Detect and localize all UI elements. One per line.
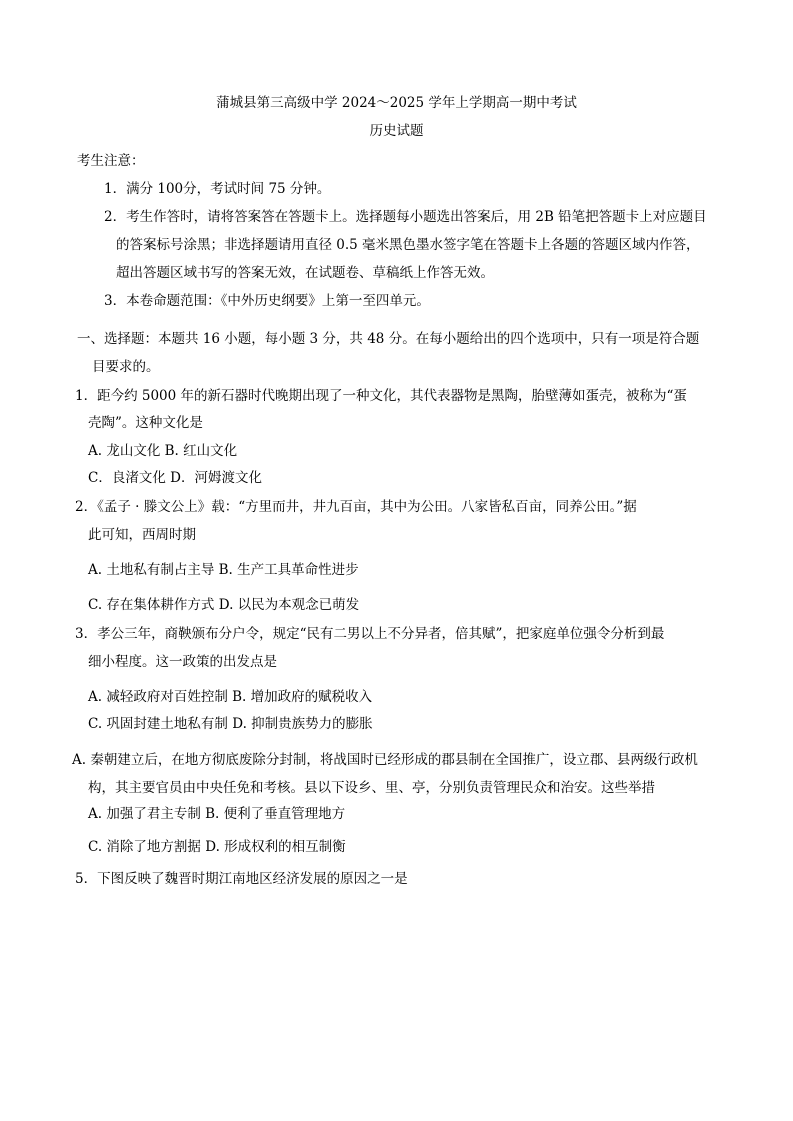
note-item: 1．满分 100分，考试时间 75 分钟。 [104,181,331,197]
question-1-stem-cont: 壳陶”。这种文化是 [88,415,203,431]
question-1-options-a-b: A. 龙山文化 B. 红山文化 [88,443,238,459]
exam-subtitle: 历史试题 [369,123,424,139]
note-item: 2．考生作答时，请将答案答在答题卡上。选择题每小题选出答案后，用 2B 铅笔把答题卡上对应题目 [104,209,707,225]
question-4-stem-cont: 构，其主要官员由中央任免和考核。县以下设乡、里、亭，分别负责管理民众和治安。这些举措 [88,780,655,796]
question-1-options-c-d: C．良渚文化 D．河姆渡文化 [88,470,262,486]
notes-heading: 考生注意： [77,153,145,169]
question-3-options-c-d: C. 巩固封建土地私有制 D. 抑制贵族势力的膨胀 [88,716,373,732]
question-3-stem: 3．孝公三年，商鞅颁布分户令，规定“民有二男以上不分异者，倍其赋”，把家庭单位强令分析到最 [75,626,665,642]
section-heading: 一、选择题：本题共 16 小题，每小题 3 分，共 48 分。在每小题给出的四个选项中，只有一项是符合题 [77,331,700,347]
note-item: 超出答题区域书写的答案无效，在试题卷、草稿纸上作答无效。 [116,265,494,281]
question-5-stem: 5．下图反映了魏晋时期江南地区经济发展的原因之一是 [75,871,408,887]
question-3-options-a-b: A. 减轻政府对百姓控制 B. 增加政府的赋税收入 [88,689,373,705]
question-3-stem-cont: 细小程度。这一政策的出发点是 [88,654,277,670]
note-item: 的答案标号涂黑；非选择题请用直径 0.5 毫米黑色墨水签字笔在答题卡上各题的答题区域内作答， [116,237,700,253]
question-2-stem: 2．《孟子 · 滕文公上》载：“方里而井，井九百亩，其中为公田。八家皆私百亩，同养公田。”据 [75,499,637,515]
question-4-stem: A. 秦朝建立后，在地方彻底废除分封制，将战国时已经形成的郡县制在全国推广，设立郡、县两级行政机 [72,752,698,768]
question-1-stem: 1．距今约 5000 年的新石器时代晚期出现了一种文化，其代表器物是黑陶，胎壁薄如蛋壳，被称为“蛋 [75,388,687,404]
question-4-options-a-b: A. 加强了君主专制 B. 便利了垂直管理地方 [88,806,346,822]
question-2-options-a-b: A. 土地私有制占主导 B. 生产工具革命性进步 [88,562,359,578]
question-2-options-c-d: C. 存在集体耕作方式 D. 以民为本观念已萌发 [88,597,360,613]
exam-title: 蒲城县第三高级中学 2024～2025 学年上学期高一期中考试 [216,95,577,111]
note-item: 3．本卷命题范围：《中外历史纲要》上第一至四单元。 [104,293,430,309]
question-2-stem-cont: 此可知，西周时期 [88,527,196,543]
question-4-options-c-d: C. 消除了地方割据 D. 形成权利的相互制衡 [88,839,346,855]
section-heading-cont: 目要求的。 [92,359,160,375]
